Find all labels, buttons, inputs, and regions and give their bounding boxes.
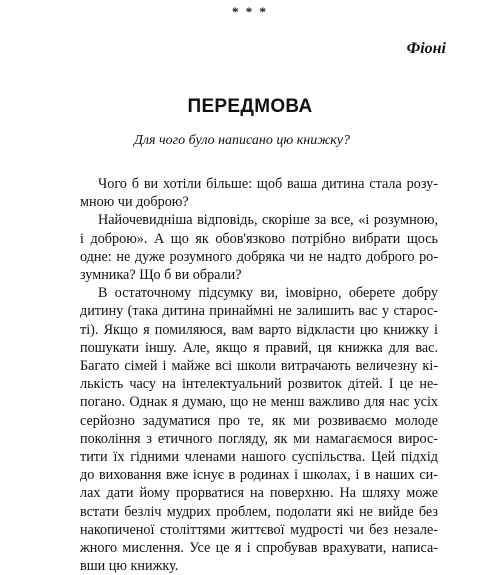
text-line: лах дати йому прорватися на поверхню. На шляху може (80, 485, 438, 502)
text-line: тити їх гідними членами нашого суспільства. Цей підхід (80, 449, 438, 466)
text-line: вши цю книжку. (80, 558, 179, 575)
dedication: Фіоні (406, 40, 446, 57)
text-line: серйозно задуматися про те, як ми розвиваємо молоде (80, 412, 438, 429)
text-line: жного мислення. Усе це я і спробував врахувати, написа- (80, 540, 438, 557)
text-line: В остаточному підсумку ви, імовірно, оберете добру (98, 285, 438, 302)
text-line: лькість часу на інтелектуальний розвиток дітей. І це не- (80, 376, 438, 393)
text-line: погано. Однак я думаю, що не менш важливо для нас усіх (80, 394, 438, 411)
epigraph: Для чого було написано цю книжку? (133, 133, 350, 148)
text-line: ті). Якщо я помиляюся, вам варто відкласти цю книжку і (80, 321, 438, 338)
text-line: накопиченої століттями життєвої мудрості чи без незале- (80, 521, 438, 538)
text-line: дитину (така дитина принаймні не залишить вас у старос- (80, 303, 438, 320)
chapter-heading: ПЕРЕДМОВА (187, 96, 313, 117)
section-separator: * * * (232, 4, 268, 19)
text-line: Найочевидніша відповідь, скоріше за все, «і розумною, (98, 212, 438, 229)
text-line: пошукати іншу. Але, якщо я правий, ця книжка для вас. (80, 339, 438, 356)
text-line: зумника? Що б ви обрали? (80, 267, 242, 284)
text-line: мною чи доброю? (80, 194, 189, 211)
text-line: покоління з етичного погляду, як ми намагаємося вирос- (80, 430, 438, 447)
text-line: до виховання вже існує в родинах і школах, і в наших си- (80, 467, 438, 484)
text-line: Чого б ви хотіли більше: щоб ваша дитина стала розу- (98, 176, 438, 192)
body-text (80, 175, 438, 575)
text-line: і доброю». А що як обов'язково потрібно вибрати щось (80, 230, 438, 247)
text-line: встати безліч мудрих проблем, подолати які не вийде без (80, 503, 438, 520)
text-line: Багато сімей і майже всі школи витрачають величезну кі- (80, 358, 438, 375)
text-line: одне: не дуже розумного добряка чи не надто доброго ро- (80, 248, 438, 265)
